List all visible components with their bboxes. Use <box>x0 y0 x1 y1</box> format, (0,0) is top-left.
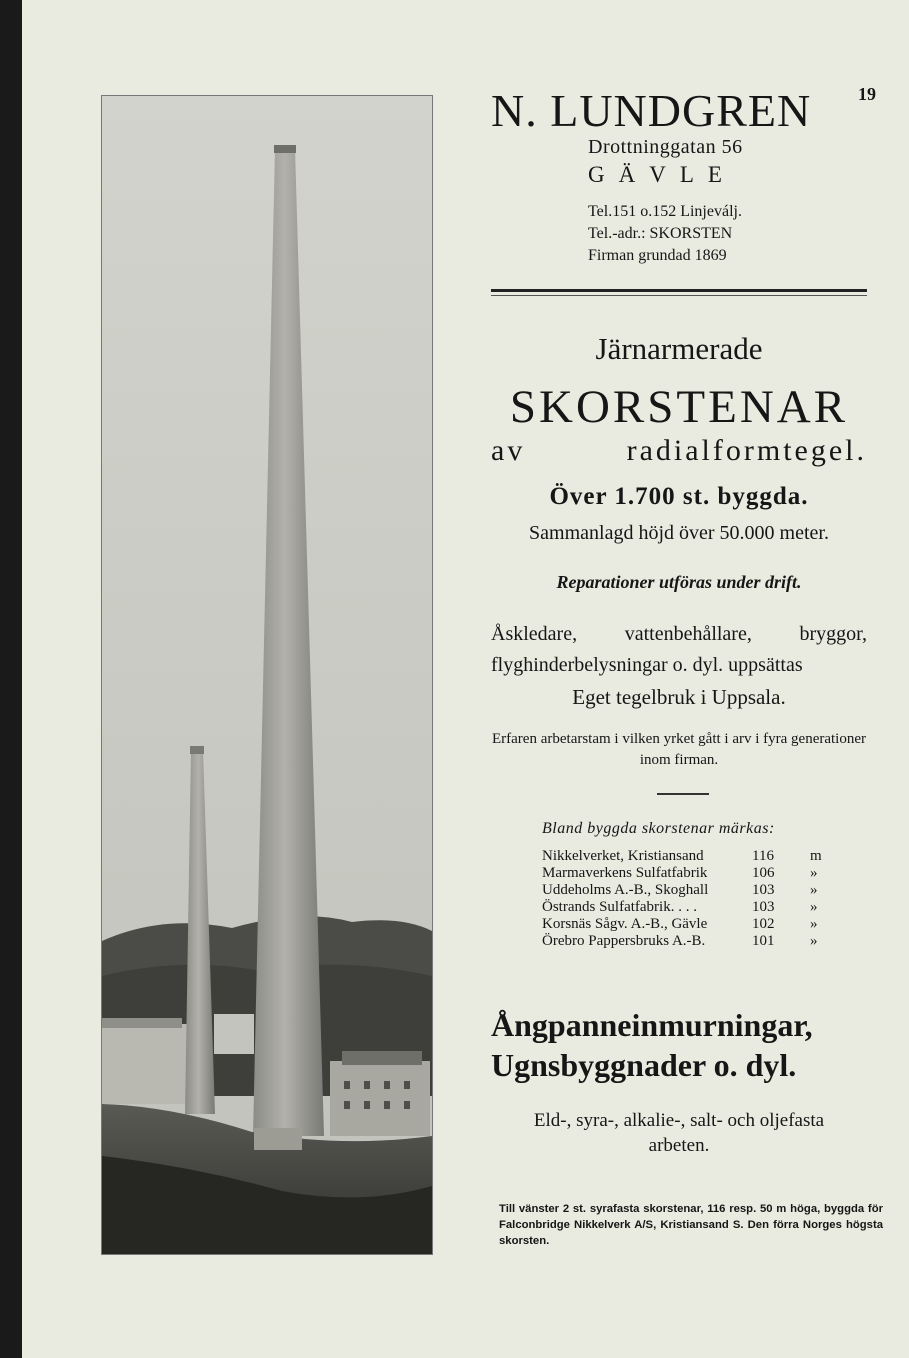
repairs-note: Reparationer utföras under drift. <box>556 572 802 592</box>
list-item-unit: » <box>810 899 818 915</box>
chimney-photo <box>101 95 433 1255</box>
chimney-photo-drawing <box>102 96 432 1254</box>
linings-note: Eld-, syra-, alkalie-, salt- och oljefasta arbeten. <box>533 1110 825 1156</box>
list-item-height: 101 <box>752 933 775 949</box>
header-divider <box>491 289 867 292</box>
company-city: GÄVLE <box>588 162 736 187</box>
list-item <box>542 916 862 933</box>
list-item-height: 106 <box>752 865 775 881</box>
chimney-list-title: Bland byggda skorstenar märkas: <box>542 820 775 837</box>
list-item-unit: » <box>810 933 818 949</box>
headline-chimneys: SKORSTENAR <box>509 381 849 433</box>
boiler-heading-line2: Ugnsbyggnader o. dyl. <box>491 1047 797 1083</box>
section-divider <box>657 793 709 795</box>
list-item <box>542 899 862 916</box>
list-item <box>542 848 862 865</box>
list-item-unit: m <box>810 848 822 864</box>
company-founded: Firman grundad 1869 <box>588 247 727 264</box>
boiler-heading-line1: Ångpanneinmurningar, <box>491 1007 813 1043</box>
staff-note: Erfaren arbetarstam i vilken yrket gått i arv i fyra generationer inom firman. <box>492 731 866 768</box>
list-item-name: Nikkelverket, Kristiansand <box>542 848 704 864</box>
company-address: Drottninggatan 56 <box>588 136 743 158</box>
company-name: N. LUNDGREN <box>491 85 812 136</box>
list-item-name: Korsnäs Sågv. A.-B., Gävle <box>542 916 708 932</box>
list-item-name: Marmaverkens Sulfatfabrik <box>542 865 708 881</box>
built-count: Över 1.700 st. byggda. <box>549 483 809 510</box>
list-item-height: 102 <box>752 916 775 932</box>
list-item-unit: » <box>810 865 818 881</box>
list-item <box>542 933 862 950</box>
list-item-name: Östrands Sulfatfabrik. . . . <box>542 899 697 915</box>
list-item <box>542 882 862 899</box>
list-item <box>542 865 862 882</box>
list-item-height: 103 <box>752 899 775 915</box>
headline-reinforced: Järnarmerade <box>595 331 763 366</box>
list-item-name: Örebro Pappersbruks A.-B. <box>542 933 706 949</box>
total-height: Sammanlagd höjd över 50.000 meter. <box>529 522 829 544</box>
boiler-heading <box>491 1005 867 1085</box>
list-item-unit: » <box>810 916 818 932</box>
list-item-name: Uddeholms A.-B., Skoghall <box>542 882 709 898</box>
company-telegraph-address: Tel.-adr.: SKORSTEN <box>588 225 733 242</box>
page-number: 19 <box>858 84 876 104</box>
brickworks-note: Eget tegelbruk i Uppsala. <box>572 685 786 709</box>
list-item-unit: » <box>810 882 818 898</box>
chimney-list <box>542 848 862 950</box>
list-item-height: 116 <box>752 848 774 864</box>
list-item-height: 103 <box>752 882 775 898</box>
header-divider-thin <box>491 295 867 296</box>
company-phone: Tel.151 o.152 Linjeválj. <box>588 203 742 220</box>
headline-radial-brick: av radialformtegel. <box>491 434 867 467</box>
services-list: Åskledare, vattenbehållare, bryggor, flyghinderbelysningar o. dyl. uppsättas <box>491 623 867 676</box>
photo-caption: Till vänster 2 st. syrafasta skorstenar, 116 resp. 50 m höga, byggda för Falconbridge Nikkelverk A/S, Kristiansand S. Den förra Norges högsta skorsten. <box>499 1203 883 1247</box>
page <box>22 0 909 1358</box>
